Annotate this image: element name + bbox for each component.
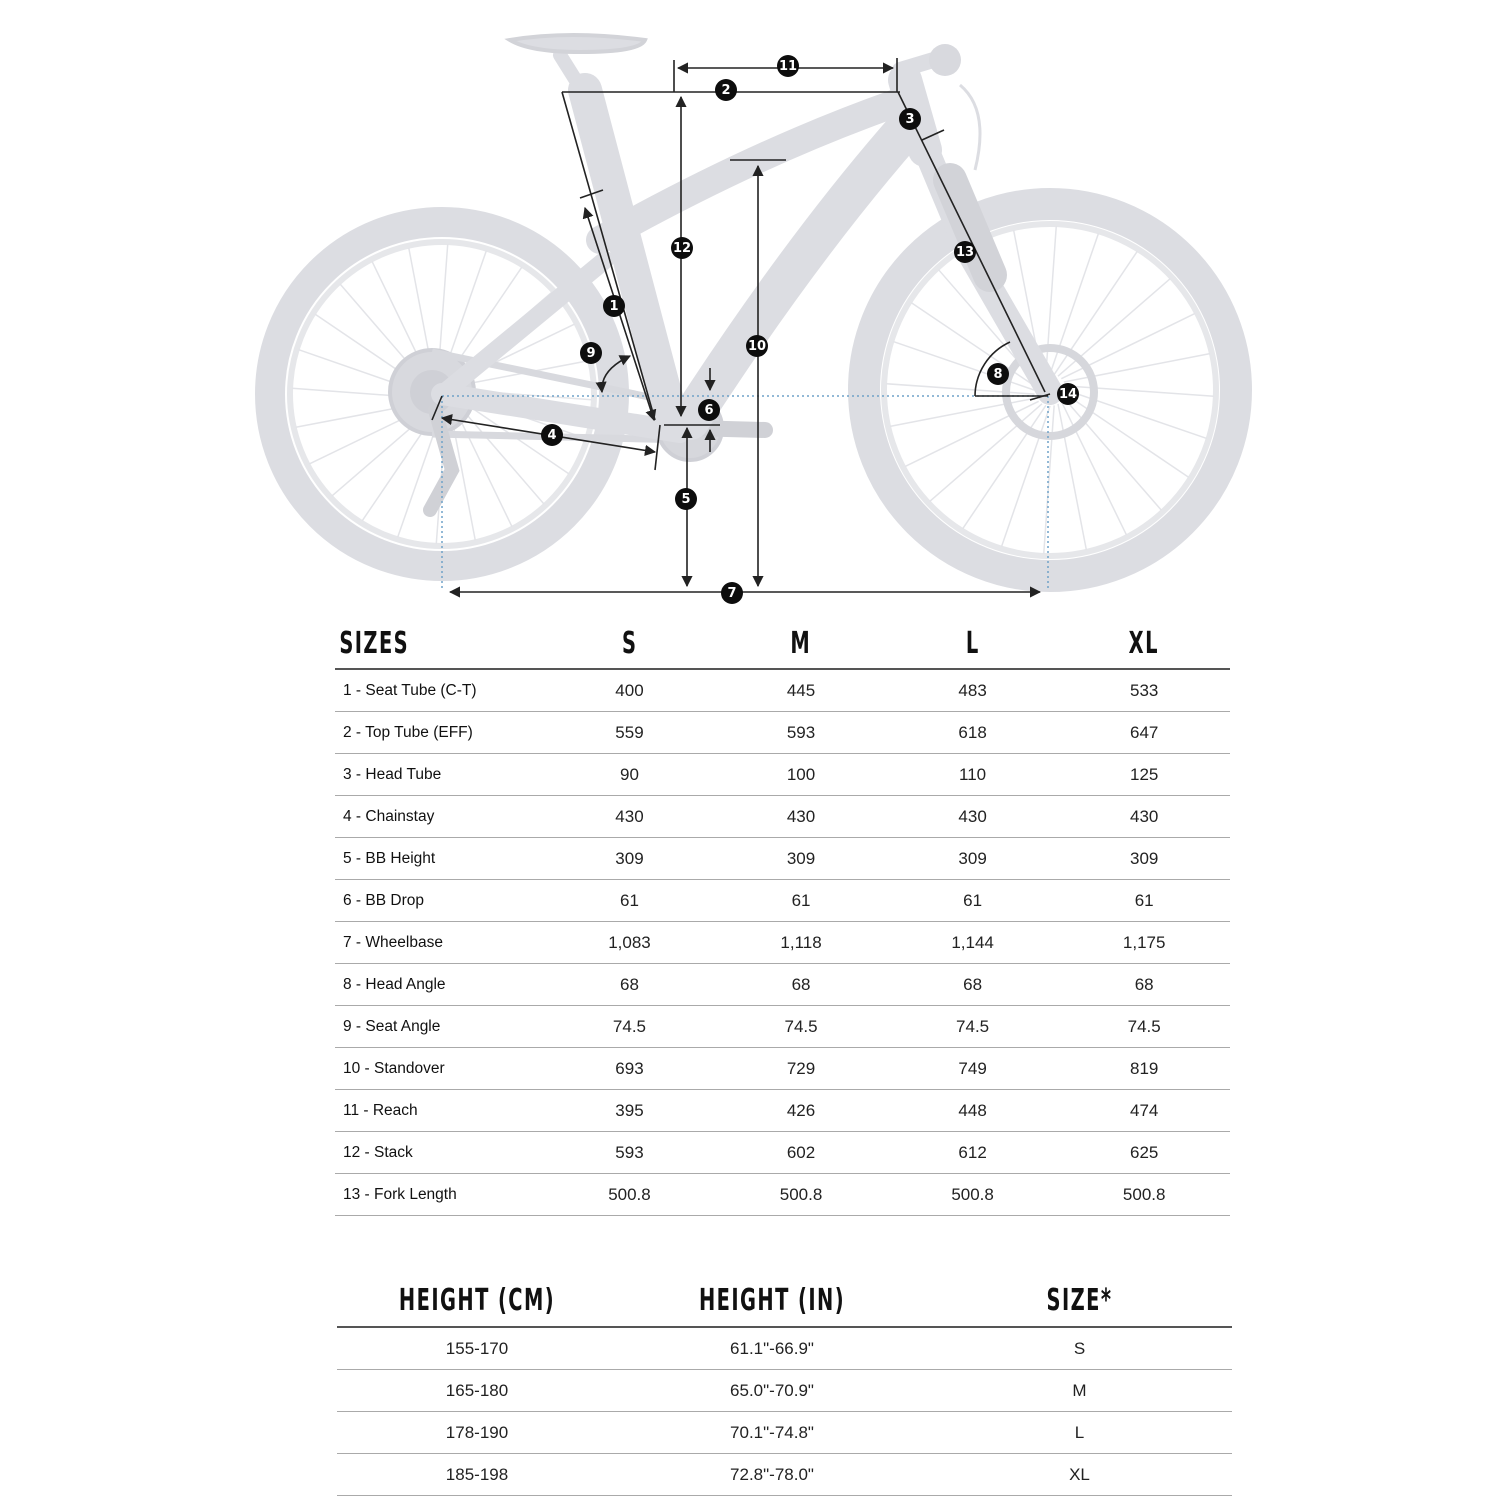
table-row (335, 1132, 1230, 1174)
measurement-value: 483 (887, 669, 1059, 712)
measurement-value: 68 (715, 964, 887, 1006)
callout-label: 10 (747, 339, 767, 354)
callout-10 (746, 335, 768, 357)
sizes-header: SIZES (335, 618, 485, 669)
callout-label: 4 (547, 428, 557, 443)
measurement-value: 474 (1058, 1090, 1230, 1132)
bike-geometry-diagram (0, 0, 1500, 610)
callout-label: 12 (672, 241, 692, 256)
measurement-label: 1 - Seat Tube (C-T) (335, 669, 544, 712)
measurement-value: 612 (887, 1132, 1059, 1174)
height-cm-header: HEIGHT (CM) (376, 1274, 578, 1327)
table-row (337, 1327, 1232, 1370)
fit-cm-cell: 185-198 (337, 1454, 617, 1496)
table-row (335, 1048, 1230, 1090)
measurement-value: 625 (1058, 1132, 1230, 1174)
size-header-s: S (568, 618, 692, 669)
callout-12 (671, 237, 693, 259)
fit-size-cell: XL (927, 1454, 1232, 1496)
fit-cm-cell: 155-170 (337, 1327, 617, 1370)
measurement-value: 395 (544, 1090, 716, 1132)
callout-label: 14 (1058, 387, 1078, 402)
measurement-value: 559 (544, 712, 716, 754)
table-row (335, 922, 1230, 964)
measurement-value: 448 (887, 1090, 1059, 1132)
measurement-value: 500.8 (1058, 1174, 1230, 1216)
size-fit-table (337, 1274, 1232, 1496)
measurement-value: 309 (544, 838, 716, 880)
measurement-value: 61 (887, 880, 1059, 922)
measurement-value: 618 (887, 712, 1059, 754)
callout-9 (580, 342, 602, 364)
measurement-value: 430 (887, 796, 1059, 838)
table-row (335, 1174, 1230, 1216)
measurement-value: 125 (1058, 754, 1230, 796)
measurement-value: 1,083 (544, 922, 716, 964)
table-row (335, 838, 1230, 880)
height-in-header: HEIGHT (IN) (660, 1274, 883, 1327)
geometry-table (335, 618, 1230, 1216)
measurement-value: 729 (715, 1048, 887, 1090)
saddle (510, 35, 645, 52)
measurement-value: 819 (1058, 1048, 1230, 1090)
measurement-value: 426 (715, 1090, 887, 1132)
callout-label: 13 (955, 245, 975, 260)
callout-label: 8 (993, 367, 1003, 382)
callout-label: 5 (681, 492, 691, 507)
callout-13 (954, 241, 976, 263)
measurement-value: 593 (715, 712, 887, 754)
measurement-value: 74.5 (715, 1006, 887, 1048)
table-row (335, 754, 1230, 796)
measurement-label: 6 - BB Drop (335, 880, 544, 922)
callout-2 (715, 79, 737, 101)
table-row (337, 1454, 1232, 1496)
callout-4 (541, 424, 563, 446)
measurement-label: 3 - Head Tube (335, 754, 544, 796)
fit-cm-cell: 178-190 (337, 1412, 617, 1454)
measurement-value: 749 (887, 1048, 1059, 1090)
fit-size-cell: L (927, 1412, 1232, 1454)
measurement-value: 61 (544, 880, 716, 922)
measurement-value: 61 (1058, 880, 1230, 922)
measurement-value: 309 (1058, 838, 1230, 880)
measurement-label: 7 - Wheelbase (335, 922, 544, 964)
measurement-value: 100 (715, 754, 887, 796)
fit-cm-cell: 165-180 (337, 1370, 617, 1412)
measurement-value: 593 (544, 1132, 716, 1174)
measurement-label: 9 - Seat Angle (335, 1006, 544, 1048)
measurement-value: 1,118 (715, 922, 887, 964)
measurement-value: 74.5 (544, 1006, 716, 1048)
callout-5 (675, 488, 697, 510)
table-row (335, 712, 1230, 754)
table-row (335, 880, 1230, 922)
measurement-value: 309 (887, 838, 1059, 880)
measurement-value: 110 (887, 754, 1059, 796)
measurement-value: 1,175 (1058, 922, 1230, 964)
callout-label: 11 (778, 59, 798, 74)
measurement-value: 445 (715, 669, 887, 712)
bike-silhouette (270, 35, 1236, 576)
callout-label: 2 (721, 83, 731, 98)
measurement-value: 68 (544, 964, 716, 1006)
callout-label: 3 (905, 112, 915, 127)
measurement-value: 430 (544, 796, 716, 838)
size-header: SIZE* (970, 1274, 1190, 1327)
callout-8 (987, 363, 1009, 385)
table-row (337, 1412, 1232, 1454)
callout-7 (721, 582, 743, 604)
callout-3 (899, 108, 921, 130)
fit-header-row (337, 1274, 1232, 1327)
measurement-value: 430 (715, 796, 887, 838)
fit-inch-cell: 65.0"-70.9" (617, 1370, 927, 1412)
measurement-label: 11 - Reach (335, 1090, 544, 1132)
fit-size-cell: S (927, 1327, 1232, 1370)
measurement-value: 693 (544, 1048, 716, 1090)
table-row (335, 796, 1230, 838)
callout-14 (1057, 383, 1079, 405)
measurement-value: 90 (544, 754, 716, 796)
measurement-label: 4 - Chainstay (335, 796, 544, 838)
table-row (335, 1090, 1230, 1132)
callout-label: 7 (727, 586, 737, 601)
measurement-label: 10 - Standover (335, 1048, 544, 1090)
measurement-value: 533 (1058, 669, 1230, 712)
measurement-value: 500.8 (715, 1174, 887, 1216)
measurement-value: 68 (1058, 964, 1230, 1006)
size-header-xl: XL (1082, 618, 1206, 669)
measurement-value: 500.8 (544, 1174, 716, 1216)
measurement-label: 12 - Stack (335, 1132, 544, 1174)
callout-6 (698, 399, 720, 421)
callout-label: 1 (609, 299, 619, 314)
measurement-value: 61 (715, 880, 887, 922)
table-row (335, 1006, 1230, 1048)
callout-1 (603, 295, 625, 317)
measurement-label: 13 - Fork Length (335, 1174, 544, 1216)
measurement-value: 400 (544, 669, 716, 712)
fit-inch-cell: 72.8"-78.0" (617, 1454, 927, 1496)
size-header-m: M (739, 618, 863, 669)
fit-inch-cell: 70.1"-74.8" (617, 1412, 927, 1454)
measurement-label: 2 - Top Tube (EFF) (335, 712, 544, 754)
fit-inch-cell: 61.1"-66.9" (617, 1327, 927, 1370)
measurement-value: 74.5 (887, 1006, 1059, 1048)
size-header-l: L (911, 618, 1035, 669)
measurement-value: 1,144 (887, 922, 1059, 964)
callout-11 (777, 55, 799, 77)
callout-label: 9 (586, 346, 596, 361)
measurement-label: 8 - Head Angle (335, 964, 544, 1006)
fit-size-cell: M (927, 1370, 1232, 1412)
geometry-header-row (335, 618, 1230, 669)
measurement-value: 602 (715, 1132, 887, 1174)
table-row (335, 964, 1230, 1006)
table-row (337, 1370, 1232, 1412)
callout-label: 6 (704, 403, 714, 418)
measurement-value: 500.8 (887, 1174, 1059, 1216)
measurement-value: 309 (715, 838, 887, 880)
measurement-value: 430 (1058, 796, 1230, 838)
table-row (335, 669, 1230, 712)
measurement-value: 68 (887, 964, 1059, 1006)
measurement-value: 647 (1058, 712, 1230, 754)
measurement-value: 74.5 (1058, 1006, 1230, 1048)
measurement-label: 5 - BB Height (335, 838, 544, 880)
